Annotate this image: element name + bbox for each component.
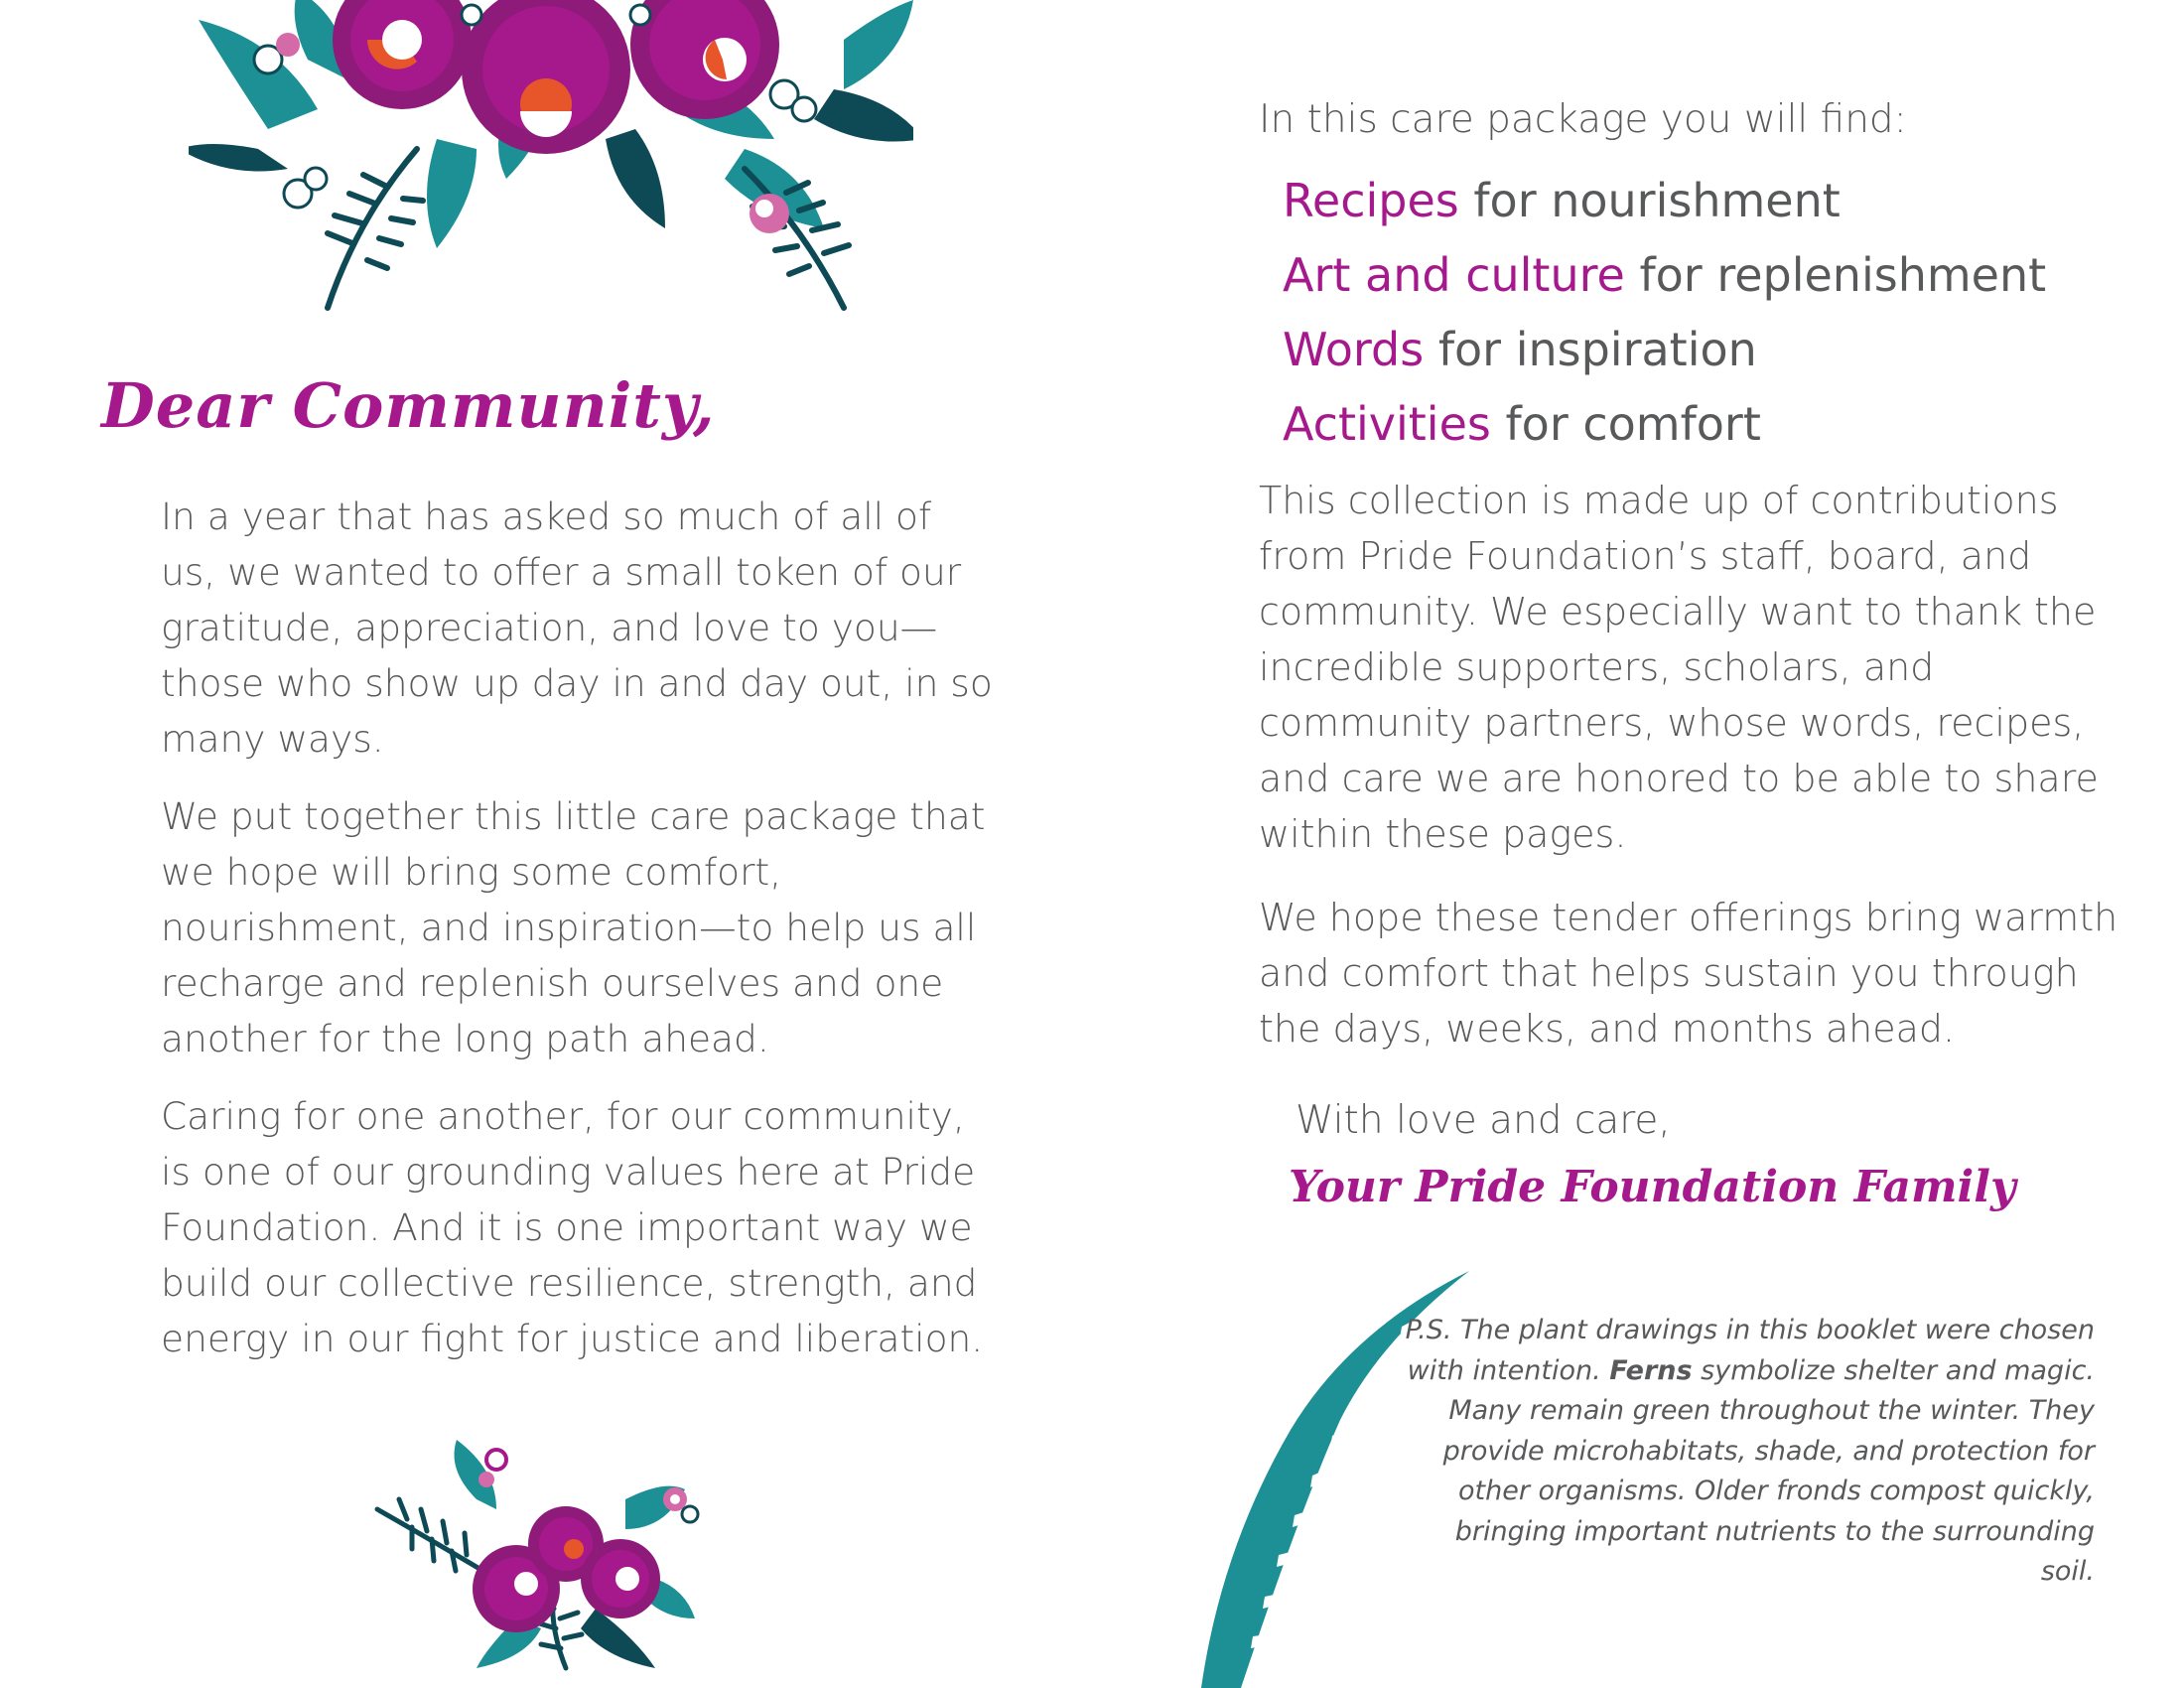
small-floral-illustration [367, 1440, 725, 1678]
collection-paragraph: We hope these tender offerings bring warmth and comfort that helps sustain you through the days, weeks, and months ahead. [1259, 896, 2118, 1051]
closing-line: With love and care, [1296, 1098, 1671, 1143]
signature: Your Pride Foundation Family [1289, 1162, 2016, 1212]
letter-paragraph: We put together this little care package that we hope will bring some comfort, nourishment, and inspiration—to help us all recharge and replenish ourselves and one another for the long path ahead. [161, 794, 986, 1060]
list-item [1283, 167, 2046, 241]
item-highlight: Recipes [1283, 174, 1459, 227]
package-intro: In this care package you will find: [1259, 97, 1907, 142]
floral-bouquet-illustration [189, 0, 913, 318]
ps-bold: Ferns [1609, 1354, 1693, 1386]
list-item [1283, 390, 2046, 465]
letter-paragraph: In a year that has asked so much of all of us, we wanted to offer a small token of our gratitude, appreciation, and love to you—those who show up day in and day out, in so many ways. [161, 494, 993, 761]
ps-rest: symbolize shelter and magic. Many remain green throughout the winter. They provide microhabitats, shade, and protection for other organisms. Older fronds compost quickly, bringing important nutrients to the surrounding soil. [1442, 1354, 2095, 1587]
letter-paragraph: Caring for one another, for our community, is one of our grounding values here at Pride Foundation. And it is one important way we build our collective resilience, strength, and energy in our fight for justice and liberation. [161, 1094, 984, 1360]
ps-lead: P.S. The plant drawings in this booklet were chosen with intention. [1405, 1315, 2095, 1386]
list-item [1283, 316, 2046, 390]
letter-body [161, 489, 995, 1388]
item-text: for replenishment [1624, 248, 2047, 302]
ps-note [1400, 1311, 2095, 1593]
collection-text [1259, 473, 2142, 1084]
item-text: for comfort [1490, 397, 1761, 451]
package-contents-list [1283, 167, 2046, 465]
collection-paragraph: This collection is made up of contributions from Pride Foundation’s staff, board, and community. We especially want to thank the incredible supporters, scholars, and community partners, whose words, recipes, and care we are honored to be able to share within these pages. [1259, 479, 2099, 856]
item-highlight: Words [1283, 323, 1425, 376]
right-page [1092, 0, 2184, 1688]
item-text: for inspiration [1424, 323, 1757, 376]
salutation-heading: Dear Community, [101, 369, 716, 442]
item-highlight: Activities [1283, 397, 1491, 451]
item-text: for nourishment [1458, 174, 1841, 227]
list-item [1283, 241, 2046, 316]
item-highlight: Art and culture [1283, 248, 1625, 302]
